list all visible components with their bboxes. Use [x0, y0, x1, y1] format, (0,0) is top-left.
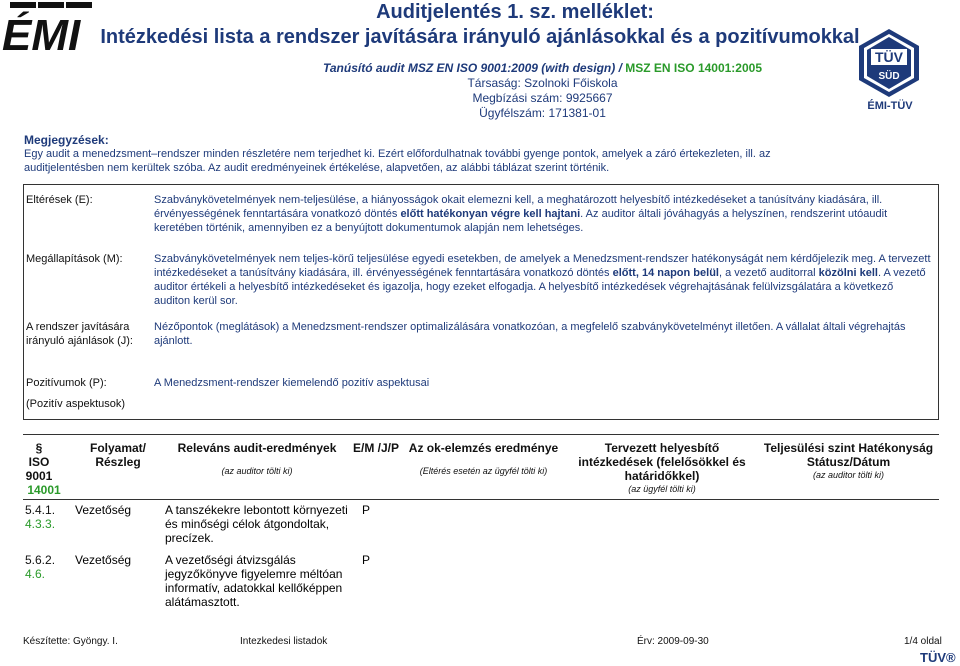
- row-std-green: 4.3.3.: [25, 517, 56, 531]
- notes-line-2: auditjelentésben nem kerültek szóba. Az audit eredményeinek értékelése, alapvetően, az alábbi táblázat szerint történik.: [24, 162, 610, 174]
- legend-p-label: Pozitívumok (P):: [26, 377, 107, 389]
- row-status: [758, 500, 939, 554]
- legend-p-label-2: (Pozitív aspektusok): [26, 398, 126, 410]
- client-number: Ügyfélszám: 171381-01: [479, 106, 606, 120]
- order-number: Megbízási szám: 9925667: [472, 91, 613, 105]
- col-result: Releváns audit-eredmények (az auditor tölti ki): [177, 441, 337, 476]
- col-status: Teljesülési szint Hatékonyság Státusz/Dátum (az auditor tölti ki): [763, 441, 934, 480]
- tuv-caption: ÉMI-TÜV: [867, 100, 913, 112]
- col-planned-actions: Tervezett helyesbítő intézkedések (felelősökkel és határidőkkel) (az ügyfél tölti ki): [578, 441, 746, 494]
- row-std: 5.6.2.: [25, 553, 56, 567]
- audit-standard-line: [0, 61, 960, 76]
- standard-9001: Tanúsító audit MSZ EN ISO 9001:2009 (with design) /: [322, 61, 626, 75]
- footer-valid: Érv: 2009-09-30: [637, 636, 709, 647]
- row-process: Vezetőség: [75, 503, 132, 517]
- tuv-logo: [853, 27, 925, 99]
- legend-e-label: Eltérések (E):: [26, 194, 93, 206]
- notes-line-1: Egy audit a menedzsment–rendszer minden részletére nem terjedhet ki. Ezért előfordulhatnak további gyenge pontok, amelyek a záró értekezleten, ill. az: [24, 148, 771, 160]
- row-std-green: 4.6.: [25, 567, 46, 581]
- row-planned: [566, 500, 758, 554]
- legend-e-text: Szabványkövetelmények nem-teljesülése, a hiányosságok okait elemezni kell, a meghatározott helyesbítő intézkedéseket a tanúsítvány kiadására, ill. érvényességének fenntartására vonatkozó döntés előtt hatékonyan végre kell hajtani. Az auditor általi jóváhagyás a helyszínen, rendszerint utóaudit keretében történik, amennyiben ez a benyújtott dokumentumok alapján nem lehetséges.: [154, 194, 888, 234]
- footer-author: Készítette: Gyöngy. I.: [23, 636, 118, 647]
- row-result: A tanszékekre lebontott környezeti és minőségi célok átgondoltak, precízek.: [165, 503, 348, 545]
- legend-m-label: Megállapítások (M):: [26, 253, 123, 265]
- footer-doc: Intezkedesi listadok: [240, 636, 328, 647]
- row-root: [401, 500, 566, 554]
- table-row: [23, 500, 939, 554]
- table-header-row: [23, 435, 939, 500]
- notes-text: [24, 147, 944, 175]
- page-subtitle-title: Intézkedési lista a rendszer javítására irányuló ajánlásokkal és a pozitívumokkal: [100, 26, 860, 48]
- row-std: 5.4.1.: [25, 503, 56, 517]
- action-table: [23, 434, 939, 609]
- table-row: [23, 553, 939, 609]
- row-planned: [566, 553, 758, 609]
- col-standard: § ISO 9001 14001: [25, 441, 61, 497]
- row-process: Vezetőség: [75, 553, 132, 567]
- tuv-logo-bottom: SÜD: [878, 71, 900, 82]
- footer-tuv-mark: TÜV®: [920, 650, 956, 665]
- page-title: Auditjelentés 1. sz. melléklet:: [376, 1, 654, 23]
- col-emjp: E/M /J/P: [353, 441, 400, 455]
- tuv-logo-top: TÜV: [875, 49, 903, 65]
- row-emjp: P: [361, 553, 370, 567]
- row-emjp: P: [361, 503, 370, 517]
- company-name: Társaság: Szolnoki Főiskola: [467, 76, 618, 90]
- legend-p-text: A Menedzsment-rendszer kiemelendő pozitív aspektusai: [154, 377, 430, 389]
- legend-j-label: A rendszer javítására irányuló ajánlások (J):: [26, 321, 133, 347]
- row-status: [758, 553, 939, 609]
- col-process: Folyamat/ Részleg: [89, 441, 146, 469]
- footer-page: 1/4 oldal: [904, 636, 942, 647]
- standard-14001: MSZ EN ISO 14001:2005: [625, 61, 762, 75]
- legend-j-text: Nézőpontok (meglátások) a Menedzsment-rendszer optimalizálására vonatkozóan, a megfelelő szabványkövetelményt illetően. A vállalat általi végrehajtás ajánlott.: [154, 321, 906, 347]
- row-result: A vezetőségi átvizsgálás jegyzőkönyve figyelemre méltóan informatív, adatokkal kellőképpen alátámasztott.: [165, 553, 343, 609]
- row-root: [401, 553, 566, 609]
- legend-m-text: Szabványkövetelmények nem teljes-körű teljesülése egyedi esetekben, de amelyek a Menedzsment-rendszer hatékonyságát nem kérdőjelezik meg. A tervezett intézkedéseket a tanúsítvány kiadására, ill. érvényességének fenntartására vonatkozó döntés előtt, 14 napon belül, a vezető auditorral közölni kell. A vezető auditor értékeli a helyesbítő intézkedéseket és igazolja, hogy ezeket elfogadja. A helyesbítő intézkedések végrehajtásának felülvizsgálatára a következő auditon kerül sor.: [154, 253, 931, 307]
- logo-text: ÉMI: [2, 11, 81, 55]
- col-root-cause: Az ok-elemzés eredménye (Eltérés esetén az ügyfél tölti ki): [408, 441, 559, 476]
- notes-title: Megjegyzések:: [24, 133, 109, 147]
